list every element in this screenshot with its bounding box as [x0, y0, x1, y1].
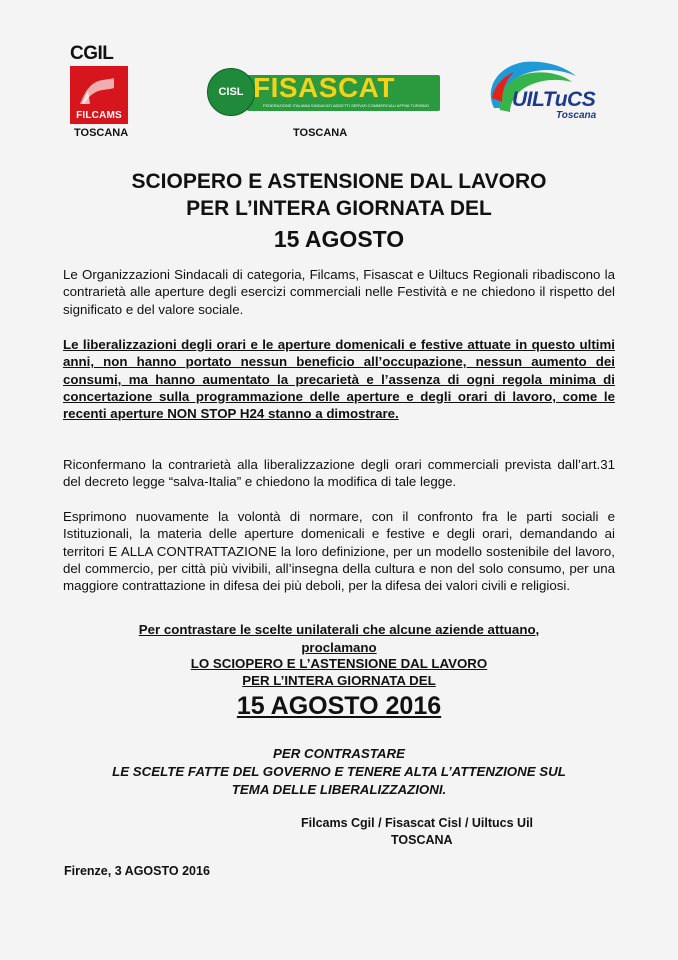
uiltucs-logo	[484, 58, 606, 126]
cisl-region-label: TOSCANA	[293, 127, 348, 139]
fisascat-logo-subtitle: FEDERAZIONE ITALIANA SINDACATI ADDETTI SERVIZI COMMERCIALI AFFINI TURISMO	[263, 103, 429, 108]
place-and-date: Firenze, 3 AGOSTO 2016	[64, 864, 210, 878]
proclamation-intro: Per contrastare le scelte unilaterali che alcune aziende attuano,	[138, 622, 540, 637]
cgil-region-label: TOSCANA	[74, 127, 129, 139]
cgil-logo-text: CGIL	[70, 43, 114, 64]
body-paragraph-1: Le Organizzazioni Sindacali di categoria, Filcams, Fisascat e Uiltucs Regionali ribadiscono la contrarietà alle aperture degli esercizi commerciali nelle Festività e ne chiedono il rispetto del significato e del valore sociale.	[63, 267, 615, 317]
closing-line-2: LE SCELTE FATTE DEL GOVERNO E TENERE ALTA L’ATTENZIONE SUL	[112, 764, 566, 779]
body-paragraph-3: Riconfermano la contrarietà alla liberalizzazione degli orari commerciali prevista dall’art.31 del decreto legge “salva-Italia” e chiedono la modifica di tale legge.	[63, 457, 615, 490]
proclamation-strike: LO SCIOPERO E L’ASTENSIONE DAL LAVORO	[190, 656, 488, 671]
page-title-line-1: SCIOPERO E ASTENSIONE DAL LAVORO	[131, 170, 547, 193]
signature-region: TOSCANA	[391, 833, 453, 847]
uiltucs-logo-text: UILTuCS	[512, 88, 596, 111]
cgil-logo-box	[70, 66, 128, 124]
proclamation-day: PER L’INTERA GIORNATA DEL	[242, 673, 436, 688]
cgil-filcams-logo	[70, 44, 132, 124]
body-paragraph-4: Esprimono nuovamente la volontà di normare, con il confronto fra le parti sociali e Istituzionali, la materia delle aperture domenicali e festive e degli orari, demandando ai territori E ALLA CONTRATTAZIONE la loro definizione, per un modello sostenibile del lavoro, del commercio, per città più vivibili, all’insegna della cultura e non del solo consumo, per una maggiore contrattazione in difesa dei più deboli, per la difesa dei valori civili e religiosi.	[63, 509, 615, 594]
page-title-line-2: PER L’INTERA GIORNATA DEL	[186, 197, 492, 220]
uiltucs-region-label: Toscana	[556, 110, 597, 121]
filcams-logo-text: FILCAMS	[76, 110, 122, 121]
body-paragraph-2: Le liberalizzazioni degli orari e le aperture domenicali e festive attuate in questo ultimi anni, non hanno portato nessun beneficio all’occupazione, nessun aumento dei consumi, ma hanno aumentato la precarietà e l’assenza di ogni regola minima di concertazione sulla programmazione delle aperture e degli orari di lavoro, come le recenti aperture NON STOP H24 stanno a dimostrare.	[63, 337, 615, 422]
closing-line-3: TEMA DELLE LIBERALIZZAZIONI.	[231, 782, 447, 797]
closing-line-1: PER CONTRASTARE	[273, 746, 405, 761]
cgil-flag-icon	[78, 76, 116, 106]
proclamation-date: 15 AGOSTO 2016	[236, 692, 442, 720]
cisl-badge: CISL	[207, 68, 255, 116]
signature-unions: Filcams Cgil / Fisascat Cisl / Uiltucs Uil	[301, 816, 534, 830]
proclamation-verb: proclamano	[301, 640, 377, 655]
fisascat-logo-text: FISASCAT	[253, 72, 395, 103]
cisl-fisascat-logo	[207, 68, 440, 116]
page-title-date: 15 AGOSTO	[273, 226, 405, 252]
